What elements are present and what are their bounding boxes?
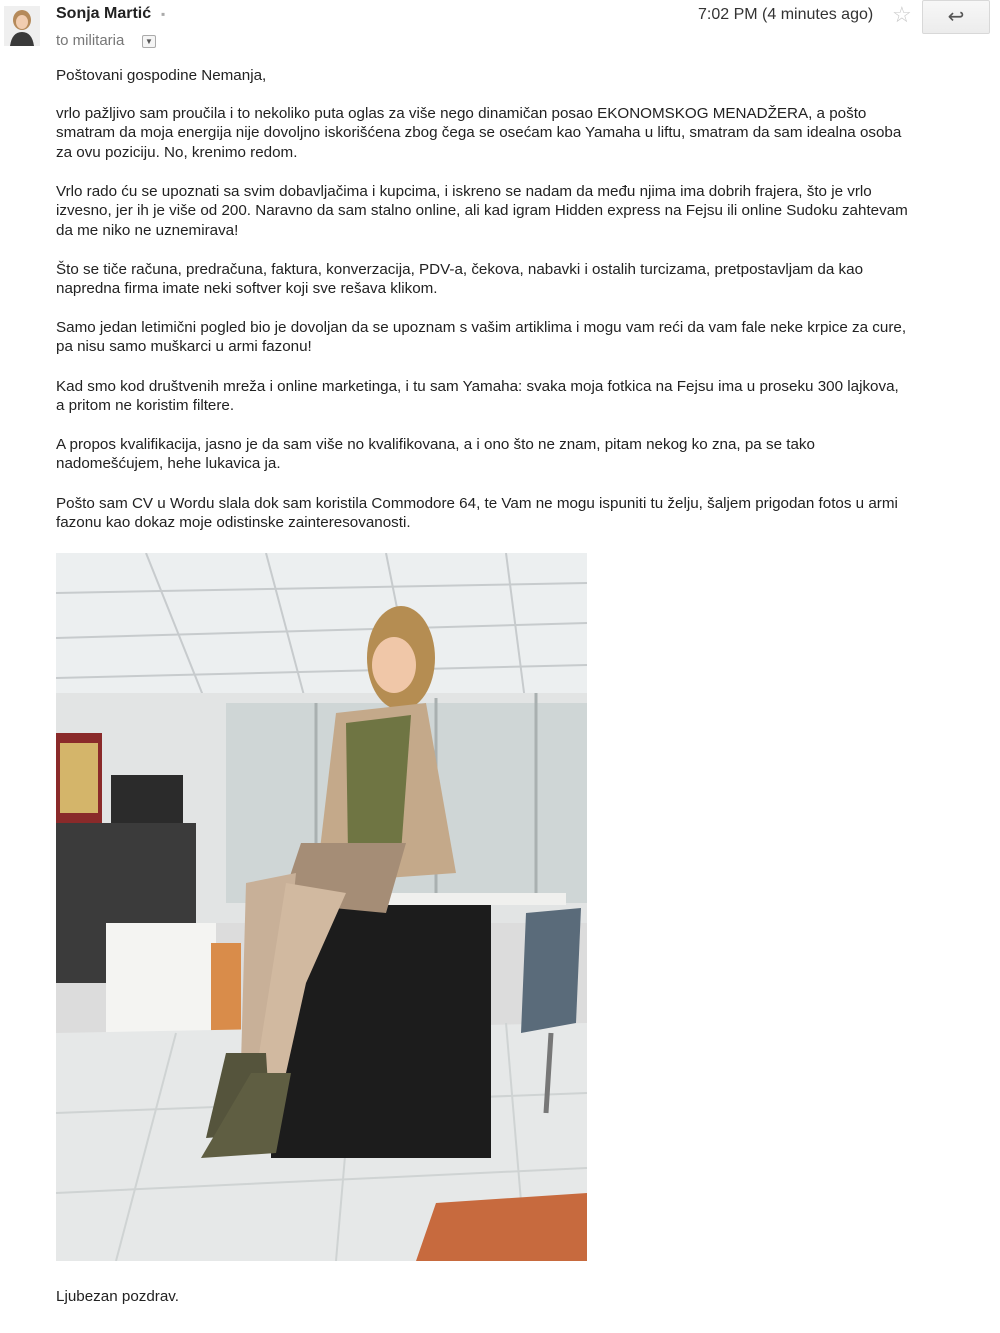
email-paragraph: Kad smo kod društvenih mreža i online marketinga, i tu sam Yamaha: svaka moja fotkica na Fejsu ima u proseku 300 lajkova, a pritom ne koristim filtere.: [56, 378, 899, 415]
sender-name[interactable]: Sonja Martić: [56, 5, 152, 22]
email-paragraph: Samo jedan letimični pogled bio je dovoljan da se upoznam s vašim artiklima i mogu vam reći da vam fale neke krpice za cure, pa nisu samo muškarci u armi fazonu!: [56, 319, 907, 356]
star-icon[interactable]: ☆: [892, 2, 912, 27]
reply-button[interactable]: [922, 0, 990, 34]
email-paragraph: Pošto sam CV u Wordu slala dok sam koristila Commodore 64, te Vam ne mogu ispuniti tu želju, šaljem prigodan fotos u armi fazonu kao dokaz moje odistinske zainteresovanosti.: [56, 495, 898, 532]
email-greeting: Poštovani gospodine Nemanja,: [56, 67, 267, 84]
attached-photo[interactable]: [56, 553, 587, 1261]
email-signoff: Ljubezan pozdrav.: [56, 1288, 179, 1305]
reply-icon: ↩: [947, 6, 965, 28]
email-paragraph: Što se tiče računa, predračuna, faktura, konverzacija, PDV-a, čekova, nabavki i ostalih turcizama, pretpostavljam da kao napredna firma imate neki softver koji sve rešava klikom.: [56, 261, 864, 298]
show-details-dropdown-icon[interactable]: ▼: [142, 35, 156, 48]
email-paragraph: vrlo pažljivo sam proučila i to nekoliko puta oglas za više nego dinamičan posao EKONOMSKOG MENADŽERA, a pošto smatram da moja energija nije dovoljno iskorišćena zbog čega se osećam kao Yamaha u liftu, smatram da sam idealna osoba za ovu poziciju. No, krenimo redom.: [56, 105, 902, 161]
recipient-line: to militaria: [56, 32, 125, 49]
email-paragraph: Vrlo rado ću se upoznati sa svim dobavljačima i kupcima, i iskreno se nadam da među njima ima dobrih frajera, što je vrlo izvesno, jer ih je više od 200. Naravno da sam stalno online, ali kad igram Hidden express na Fejsu ili online Sudoku zahtevam da me niko ne uznemirava!: [56, 183, 908, 239]
email-timestamp: 7:02 PM (4 minutes ago): [698, 6, 874, 23]
sender-avatar[interactable]: [4, 6, 40, 46]
sender-status-indicator: ▪: [161, 7, 166, 21]
email-paragraph: A propos kvalifikacija, jasno je da sam više no kvalifikovana, a i ono što ne znam, pitam nekog ko zna, pa se tako nadomešćujem, hehe lukavica ja.: [56, 436, 815, 473]
